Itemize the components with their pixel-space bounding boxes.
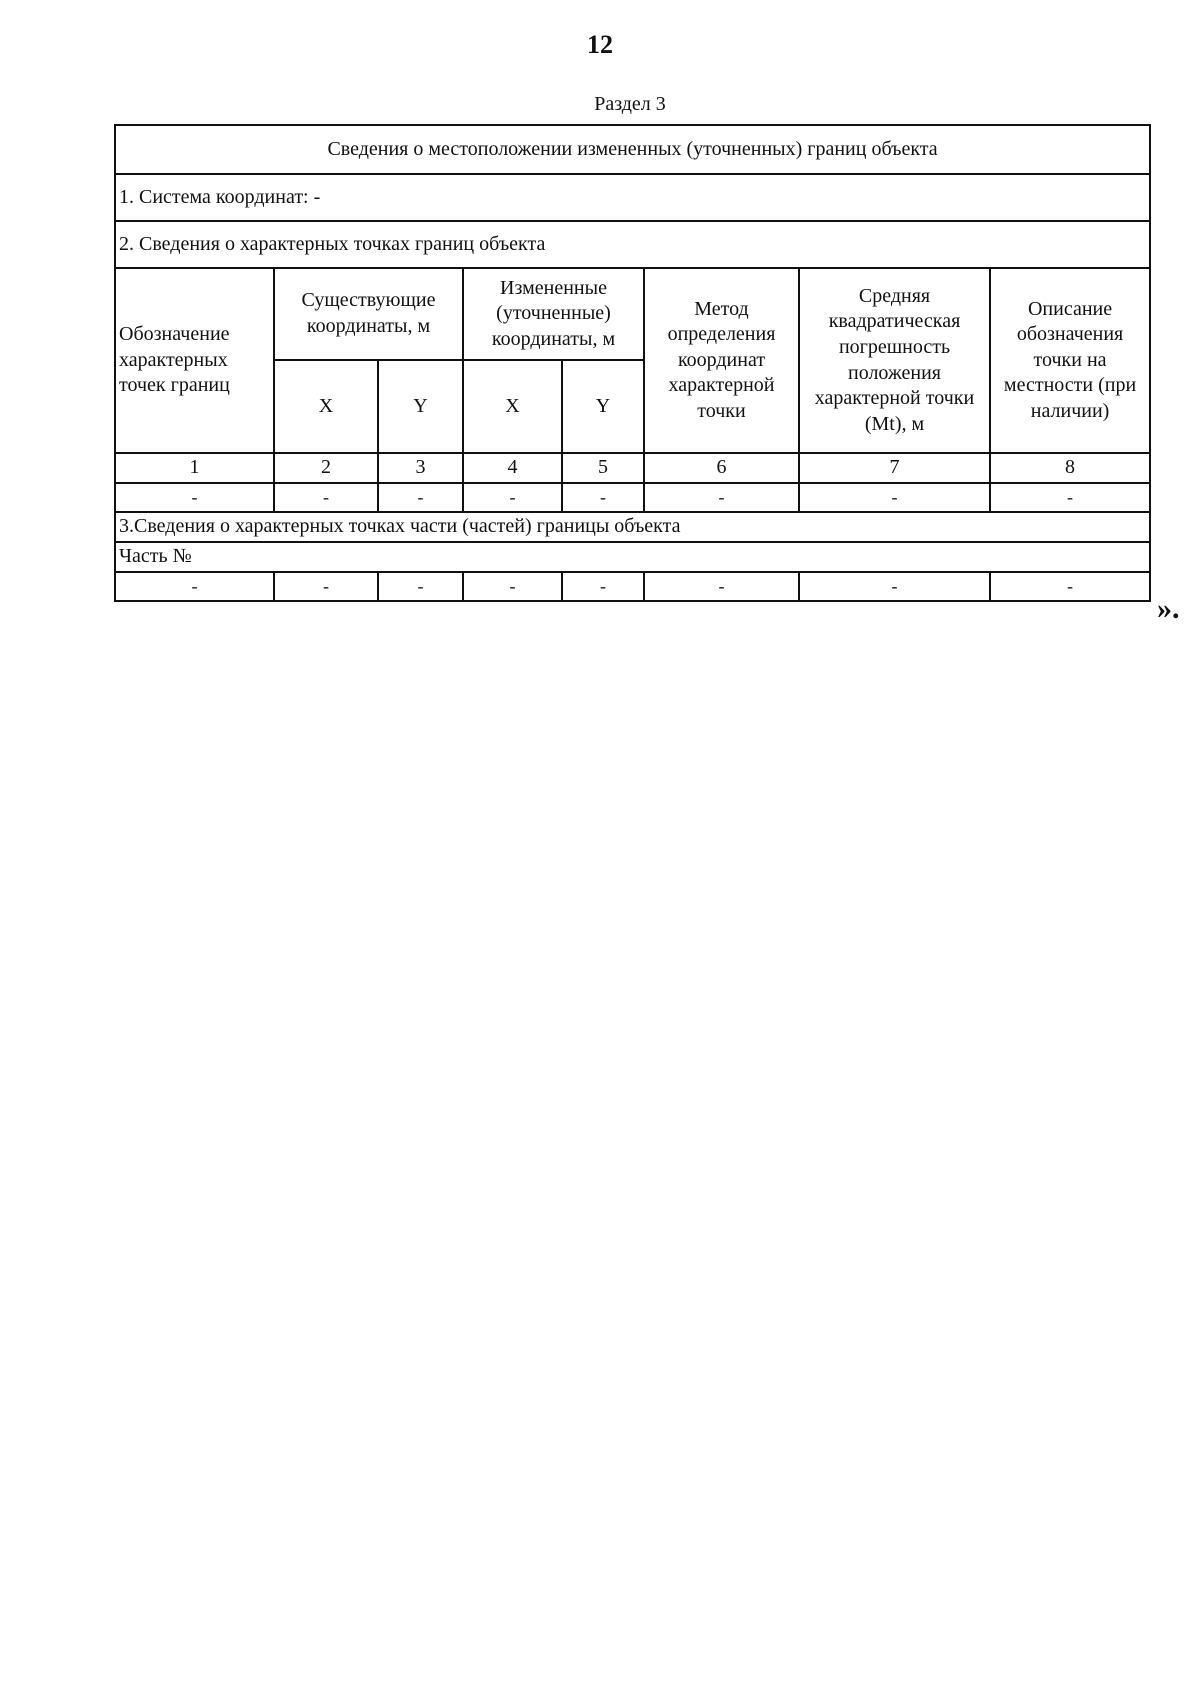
column-number: 5 [562, 453, 644, 483]
column-number-row [115, 453, 1150, 483]
table-title: Сведения о местоположении измененных (уточненных) границ объекта [115, 125, 1150, 174]
column-number: 7 [799, 453, 990, 483]
table-cell: - [463, 483, 562, 512]
header-point-designation: Обозначение характерных точек границ [115, 268, 274, 453]
header-changed-coordinates: Измененные (уточненные) координаты, м [463, 268, 644, 360]
table-cell: - [799, 483, 990, 512]
table-cell: - [644, 572, 799, 601]
header-existing-coordinates: Существующие координаты, м [274, 268, 463, 360]
coordinate-system-row: 1. Система координат: - [115, 174, 1150, 221]
table-row [115, 572, 1150, 601]
table-cell: - [562, 572, 644, 601]
page-number: 12 [587, 30, 613, 59]
header-x-existing: X [274, 360, 378, 453]
header-x-changed: X [463, 360, 562, 453]
boundary-points-table [114, 124, 1151, 602]
column-number: 8 [990, 453, 1150, 483]
table-cell: - [378, 572, 463, 601]
table-cell: - [378, 483, 463, 512]
header-y-existing: Y [378, 360, 463, 453]
table-cell: - [274, 483, 378, 512]
closing-quote-mark: ». [1157, 592, 1180, 625]
column-number: 2 [274, 453, 378, 483]
table-row [115, 483, 1150, 512]
column-number: 6 [644, 453, 799, 483]
header-description: Описание обозначения точки на местности (при наличии) [990, 268, 1150, 453]
table-cell: - [562, 483, 644, 512]
column-number: 4 [463, 453, 562, 483]
column-number: 3 [378, 453, 463, 483]
section-label: Раздел 3 [594, 93, 666, 115]
table-cell: - [463, 572, 562, 601]
header-y-changed: Y [562, 360, 644, 453]
table-cell: - [799, 572, 990, 601]
part-points-heading: 3.Сведения о характерных точках части (частей) границы объекта [115, 512, 1150, 542]
table-cell: - [990, 483, 1150, 512]
table-cell: - [115, 483, 274, 512]
table-cell: - [644, 483, 799, 512]
header-method: Метод определения координат характерной точки [644, 268, 799, 453]
header-error: Средняя квадратическая погрешность положения характерной точки (Mt), м [799, 268, 990, 453]
table-cell: - [990, 572, 1150, 601]
boundary-points-heading: 2. Сведения о характерных точках границ объекта [115, 221, 1150, 268]
table-cell: - [115, 572, 274, 601]
column-number: 1 [115, 453, 274, 483]
part-number-row: Часть № [115, 542, 1150, 572]
table-cell: - [274, 572, 378, 601]
